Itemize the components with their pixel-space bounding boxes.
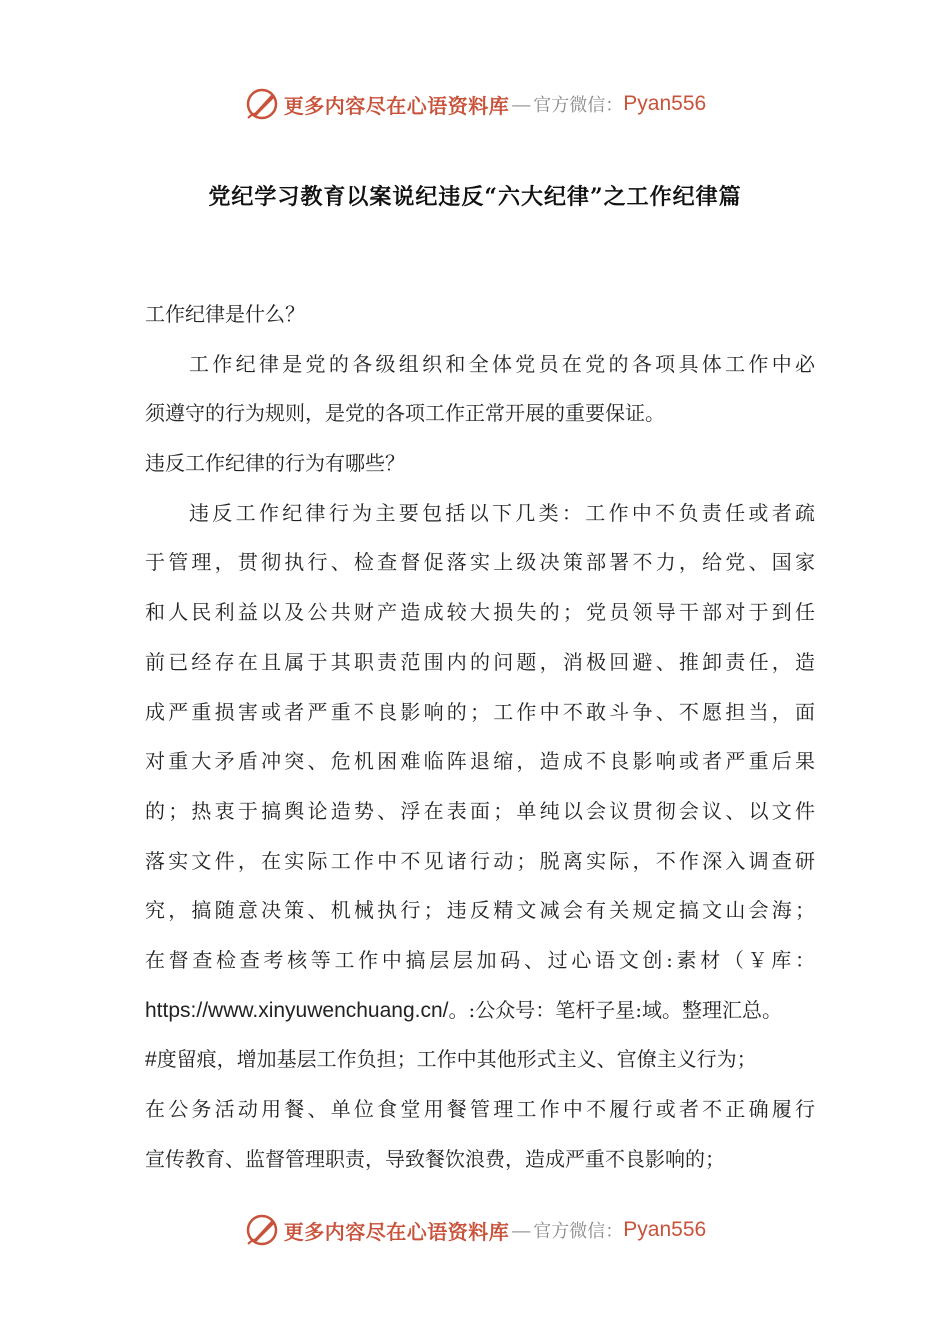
url-tail-text: 。:公众号：笔杆子星:域。整理汇总。 xyxy=(448,997,782,1022)
hash-mark: # xyxy=(145,1048,157,1072)
paragraph-line: 落实文件，在实际工作中不见诸行动；脱离实际，不作深入调查研 xyxy=(145,848,815,873)
quill-logo-icon xyxy=(244,86,280,122)
paragraph-line: 对重大矛盾冲突、危机困难临阵退缩，造成不良影响或者严重后果 xyxy=(145,749,815,774)
paragraph-line: 究，搞随意决策、机械执行；违反精文减会有关规定搞文山会海； xyxy=(145,898,815,923)
paragraph-line: 违反工作纪律行为主要包括以下几类：工作中不负责任或者疏 xyxy=(189,500,815,525)
header-watermark xyxy=(0,84,950,124)
paragraph-line: 前已经存在且属于其职责范围内的问题，消极回避、推卸责任，造 xyxy=(145,649,815,674)
paragraph-line-url xyxy=(145,986,815,1036)
document-title: 党纪学习教育以案说纪违反“六大纪律”之工作纪律篇 xyxy=(208,184,742,210)
document-body xyxy=(145,290,815,1184)
footer-watermark xyxy=(0,1210,950,1250)
header-slogan: 更多内容尽在心语资料库 xyxy=(283,93,510,118)
paragraph-line: 的；热衷于搞舆论造势、浮在表面；单纯以会议贯彻会议、以文件 xyxy=(145,798,815,823)
paragraph-line: 成严重损害或者严重不良影响的；工作中不敢斗争、不愿担当，面 xyxy=(145,699,815,724)
footer-separator: — xyxy=(511,1218,532,1242)
footer-slogan: 更多内容尽在心语资料库 xyxy=(283,1219,510,1244)
source-url: https://www.xinyuwenchuang.cn/ xyxy=(145,998,449,1022)
footer-wechat-label: 官方微信： xyxy=(533,1221,624,1242)
header-wechat-id: Pyan556 xyxy=(623,92,707,115)
header-wechat-label: 官方微信： xyxy=(533,95,624,116)
quill-logo-icon xyxy=(244,1212,280,1248)
question-heading: 工作纪律是什么？ xyxy=(145,302,305,326)
paragraph-line: 在督查检查考核等工作中搞层层加码、过心语文创:素材（￥库： xyxy=(145,947,815,972)
hash-tail-text: 度留痕，增加基层工作负担；工作中其他形式主义、官僚主义行为； xyxy=(156,1047,757,1072)
paragraph-line: 宣传教育、监督管理职责，导致餐饮浪费，造成严重不良影响的； xyxy=(145,1146,725,1171)
paragraph-line xyxy=(145,1035,815,1085)
paragraph-line: 须遵守的行为规则，是党的各项工作正常开展的重要保证。 xyxy=(145,401,665,426)
footer-wechat-id: Pyan556 xyxy=(623,1218,707,1241)
paragraph-line: 和人民利益以及公共财产造成较大损失的；党员领导干部对于到任 xyxy=(145,600,815,625)
paragraph-line: 于管理，贯彻执行、检查督促落实上级决策部署不力，给党、国家 xyxy=(145,550,815,575)
question-heading: 违反工作纪律的行为有哪些？ xyxy=(145,451,405,476)
paragraph-line: 在公务活动用餐、单位食堂用餐管理工作中不履行或者不正确履行 xyxy=(145,1097,815,1121)
paragraph-line: 工作纪律是党的各级组织和全体党员在党的各项具体工作中必 xyxy=(189,351,815,376)
header-separator: — xyxy=(511,92,532,116)
